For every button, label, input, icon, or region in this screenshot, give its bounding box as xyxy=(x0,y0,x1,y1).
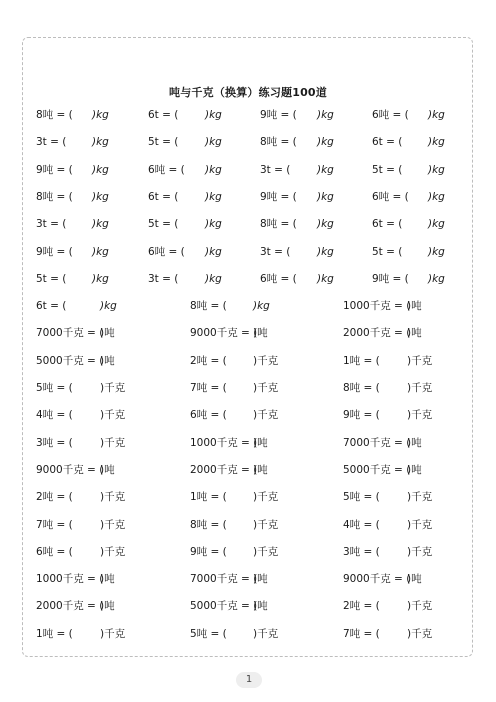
exercise-row xyxy=(0,215,496,233)
exercise-row xyxy=(0,516,496,534)
exercise-row xyxy=(0,352,496,370)
answer-unit: )千克 xyxy=(100,627,126,640)
exercise-question: 5000千克 = ( xyxy=(36,354,104,367)
answer-unit: )吨 xyxy=(407,573,422,586)
answer-unit: )kg xyxy=(92,245,109,258)
answer-unit: )吨 xyxy=(100,327,115,340)
answer-unit: )kg xyxy=(205,109,222,121)
exercise-row xyxy=(0,461,496,479)
answer-unit: )kg xyxy=(317,136,334,149)
answer-unit: )吨 xyxy=(253,436,268,449)
answer-unit: )kg xyxy=(92,109,109,121)
exercise-row xyxy=(0,188,496,206)
exercise-question: 6t = ( xyxy=(372,218,403,231)
answer-unit: )kg xyxy=(205,163,222,176)
answer-unit: )kg xyxy=(205,136,222,149)
answer-unit: )kg xyxy=(317,272,334,285)
answer-unit: )kg xyxy=(92,190,109,203)
exercise-question: 9000千克 = ( xyxy=(190,327,258,340)
exercise-question: 5t = ( xyxy=(36,272,67,285)
exercise-question: 9吨 = ( xyxy=(36,163,73,176)
exercise-question: 6吨 = ( xyxy=(372,190,409,203)
exercise-question: 7000千克 = ( xyxy=(36,327,104,340)
answer-unit: )kg xyxy=(428,190,445,203)
exercise-question: 1吨 = ( xyxy=(343,354,380,367)
answer-unit: )吨 xyxy=(407,463,422,476)
answer-unit: )吨 xyxy=(253,327,268,340)
exercise-question: 6吨 = ( xyxy=(148,245,185,258)
exercise-question: 5000千克 = ( xyxy=(343,463,411,476)
answer-unit: )千克 xyxy=(100,382,126,394)
answer-unit: )kg xyxy=(205,190,222,203)
exercise-question: 9吨 = ( xyxy=(36,245,73,258)
exercise-question: 3吨 = ( xyxy=(36,436,73,449)
exercise-question: 3t = ( xyxy=(36,218,67,231)
exercise-question: 8吨 = ( xyxy=(190,300,227,313)
page-number: 1 xyxy=(236,672,262,688)
exercise-question: 7000千克 = ( xyxy=(343,436,411,449)
exercise-question: 8吨 = ( xyxy=(260,136,297,149)
answer-unit: )kg xyxy=(317,190,334,203)
exercise-question: 1000千克 = ( xyxy=(190,436,258,449)
answer-unit: )千克 xyxy=(407,491,433,504)
answer-unit: )千克 xyxy=(407,382,433,394)
exercise-question: 1000千克 = ( xyxy=(343,300,411,313)
answer-unit: )kg xyxy=(205,272,222,285)
exercise-question: 3t = ( xyxy=(260,245,291,258)
exercise-question: 5t = ( xyxy=(372,245,403,258)
answer-unit: )kg xyxy=(428,163,445,176)
exercise-question: 8吨 = ( xyxy=(343,382,380,394)
answer-unit: )千克 xyxy=(253,518,279,531)
answer-unit: )吨 xyxy=(407,436,422,449)
answer-unit: )千克 xyxy=(100,545,126,558)
exercise-row xyxy=(0,161,496,179)
exercise-question: 9000千克 = ( xyxy=(343,573,411,586)
exercise-question: 2000千克 = ( xyxy=(36,600,104,613)
answer-unit: )kg xyxy=(100,300,117,313)
answer-unit: )kg xyxy=(205,245,222,258)
exercise-question: 3t = ( xyxy=(148,272,179,285)
answer-unit: )千克 xyxy=(253,354,279,367)
exercise-row xyxy=(0,597,496,615)
exercise-row xyxy=(0,324,496,342)
exercise-question: 1吨 = ( xyxy=(190,491,227,504)
exercise-question: 9吨 = ( xyxy=(343,409,380,422)
exercise-row xyxy=(0,133,496,151)
exercise-question: 3t = ( xyxy=(36,136,67,149)
exercise-question: 6t = ( xyxy=(36,300,67,313)
answer-unit: )kg xyxy=(92,163,109,176)
exercise-question: 6t = ( xyxy=(148,109,179,121)
exercise-row xyxy=(0,270,496,288)
exercise-question: 9吨 = ( xyxy=(260,109,297,121)
answer-unit: )吨 xyxy=(407,327,422,340)
exercise-question: 1000千克 = ( xyxy=(36,573,104,586)
answer-unit: )千克 xyxy=(407,600,433,613)
exercise-question: 6吨 = ( xyxy=(148,163,185,176)
answer-unit: )kg xyxy=(317,245,334,258)
answer-unit: )kg xyxy=(92,218,109,231)
exercise-row xyxy=(0,297,496,315)
answer-unit: )千克 xyxy=(253,409,279,422)
answer-unit: )千克 xyxy=(407,518,433,531)
exercise-row xyxy=(0,488,496,506)
exercise-question: 6吨 = ( xyxy=(372,109,409,121)
answer-unit: )kg xyxy=(428,136,445,149)
exercise-question: 2000千克 = ( xyxy=(190,463,258,476)
answer-unit: )kg xyxy=(317,109,334,121)
answer-unit: )千克 xyxy=(253,545,279,558)
answer-unit: )千克 xyxy=(100,409,126,422)
exercise-question: 9吨 = ( xyxy=(190,545,227,558)
answer-unit: )kg xyxy=(253,300,270,313)
exercise-question: 3t = ( xyxy=(260,163,291,176)
exercise-question: 5吨 = ( xyxy=(343,491,380,504)
answer-unit: )千克 xyxy=(100,436,126,449)
answer-unit: )kg xyxy=(92,136,109,149)
exercise-question: 7吨 = ( xyxy=(36,518,73,531)
answer-unit: )千克 xyxy=(100,518,126,531)
exercise-question: 6t = ( xyxy=(148,190,179,203)
answer-unit: )kg xyxy=(205,218,222,231)
answer-unit: )千克 xyxy=(100,491,126,504)
answer-unit: )kg xyxy=(428,218,445,231)
exercise-question: 8吨 = ( xyxy=(36,109,73,121)
answer-unit: )千克 xyxy=(407,545,433,558)
exercise-question: 5000千克 = ( xyxy=(190,600,258,613)
answer-unit: )吨 xyxy=(100,354,115,367)
exercise-question: 5吨 = ( xyxy=(190,627,227,640)
exercise-row xyxy=(0,625,496,643)
answer-unit: )吨 xyxy=(253,600,268,613)
exercise-question: 8吨 = ( xyxy=(260,218,297,231)
exercise-question: 9000千克 = ( xyxy=(36,463,104,476)
exercise-question: 8吨 = ( xyxy=(190,518,227,531)
exercise-question: 2000千克 = ( xyxy=(343,327,411,340)
exercise-question: 7吨 = ( xyxy=(190,382,227,394)
answer-unit: )吨 xyxy=(407,300,422,313)
exercise-question: 4吨 = ( xyxy=(36,409,73,422)
exercise-row xyxy=(0,406,496,424)
answer-unit: )kg xyxy=(317,218,334,231)
answer-unit: )千克 xyxy=(407,409,433,422)
answer-unit: )吨 xyxy=(253,573,268,586)
answer-unit: )千克 xyxy=(407,627,433,640)
answer-unit: )千克 xyxy=(253,382,279,394)
exercise-question: 5吨 = ( xyxy=(36,382,73,394)
exercise-question: 9吨 = ( xyxy=(260,190,297,203)
exercise-row xyxy=(0,570,496,588)
exercise-question: 1吨 = ( xyxy=(36,627,73,640)
exercise-row xyxy=(0,379,496,397)
exercise-question: 2吨 = ( xyxy=(36,491,73,504)
exercise-row xyxy=(0,434,496,452)
answer-unit: )千克 xyxy=(253,627,279,640)
exercise-question: 7吨 = ( xyxy=(343,627,380,640)
answer-unit: )吨 xyxy=(100,463,115,476)
answer-unit: )千克 xyxy=(407,354,433,367)
answer-unit: )kg xyxy=(428,272,445,285)
answer-unit: )kg xyxy=(428,109,445,121)
exercise-question: 8吨 = ( xyxy=(36,190,73,203)
exercise-question: 5t = ( xyxy=(148,136,179,149)
exercise-question: 9吨 = ( xyxy=(372,272,409,285)
exercise-row xyxy=(0,106,496,124)
exercise-question: 4吨 = ( xyxy=(343,518,380,531)
exercise-question: 3吨 = ( xyxy=(343,545,380,558)
exercise-question: 6t = ( xyxy=(372,136,403,149)
answer-unit: )吨 xyxy=(100,573,115,586)
exercise-row xyxy=(0,243,496,261)
exercise-question: 5t = ( xyxy=(372,163,403,176)
exercise-row xyxy=(0,543,496,561)
exercise-question: 7000千克 = ( xyxy=(190,573,258,586)
exercise-question: 2吨 = ( xyxy=(190,354,227,367)
page-title: 吨与千克（换算）练习题100道 xyxy=(169,86,327,99)
exercise-question: 6吨 = ( xyxy=(190,409,227,422)
answer-unit: )kg xyxy=(317,163,334,176)
exercise-question: 6吨 = ( xyxy=(260,272,297,285)
answer-unit: )千克 xyxy=(253,491,279,504)
worksheet-border xyxy=(22,37,473,657)
exercise-question: 5t = ( xyxy=(148,218,179,231)
answer-unit: )吨 xyxy=(100,600,115,613)
answer-unit: )kg xyxy=(428,245,445,258)
exercise-question: 6吨 = ( xyxy=(36,545,73,558)
answer-unit: )吨 xyxy=(253,463,268,476)
exercise-question: 2吨 = ( xyxy=(343,600,380,613)
answer-unit: )kg xyxy=(92,272,109,285)
